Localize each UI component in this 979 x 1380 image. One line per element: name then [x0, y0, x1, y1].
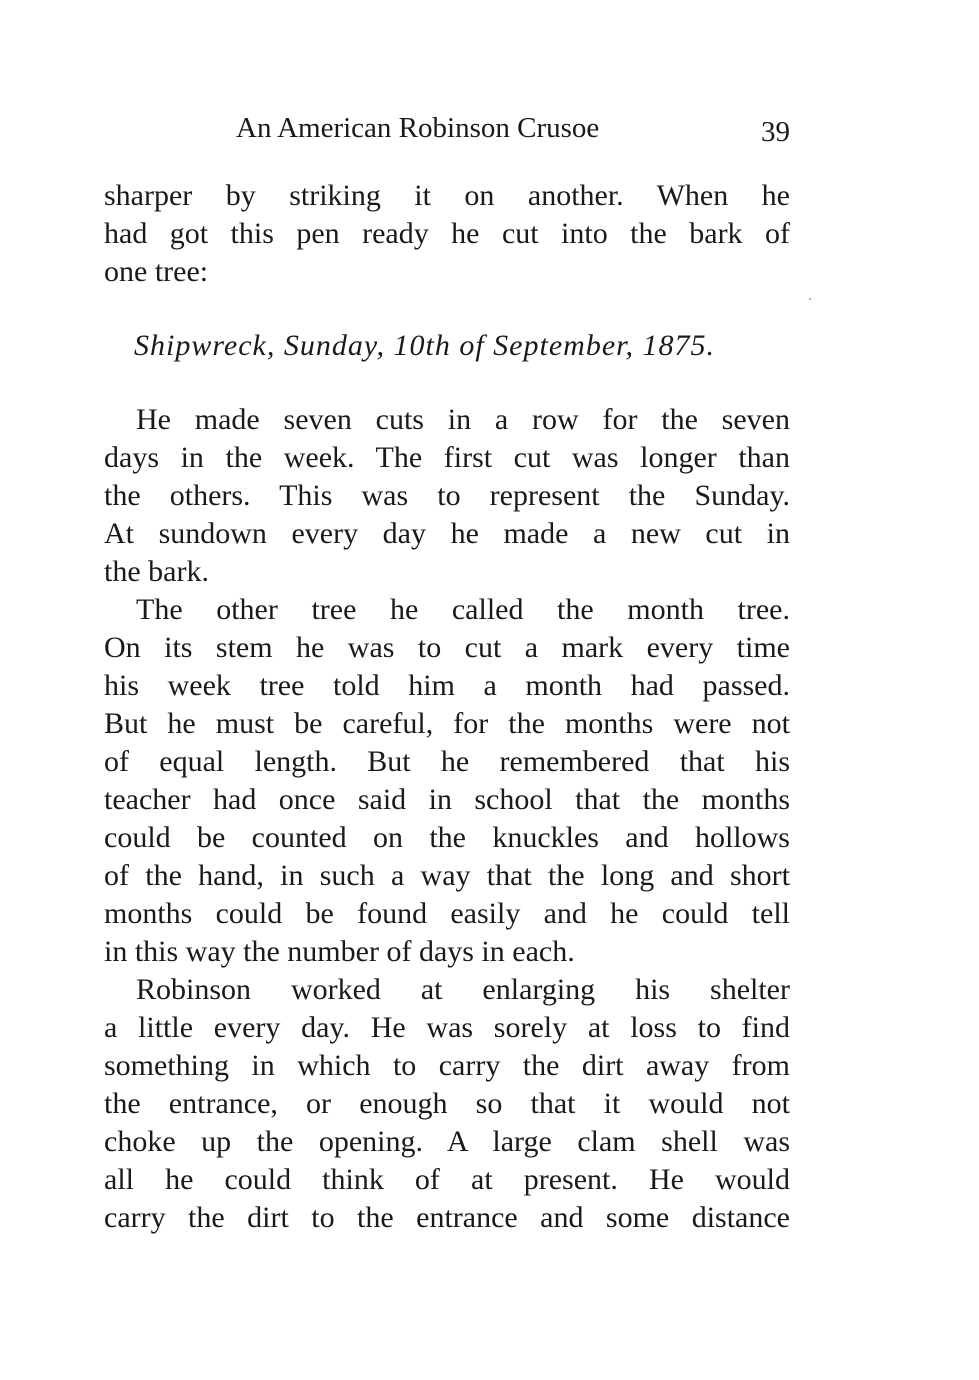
- text-line: days in the week. The first cut was longer than: [104, 441, 790, 474]
- book-page: [104, 0, 790, 1380]
- dateline-inscription: Shipwreck, Sunday, 10th of September, 1875.: [134, 329, 715, 362]
- text-line: had got this pen ready he cut into the bark of: [104, 217, 790, 250]
- text-line: in this way the number of days in each.: [104, 935, 575, 968]
- paragraph: [104, 591, 790, 971]
- text-line: of equal length. But he remembered that his: [104, 745, 790, 778]
- text-line: the others. This was to represent the Sunday.: [104, 479, 790, 512]
- paper-speck: [809, 298, 811, 300]
- text-line: his week tree told him a month had passed.: [104, 669, 790, 702]
- text-line: On its stem he was to cut a mark every time: [104, 631, 790, 664]
- text-line: Robinson worked at enlarging his shelter: [136, 973, 790, 1006]
- text-line: The other tree he called the month tree.: [136, 593, 790, 626]
- text-line: At sundown every day he made a new cut in: [104, 517, 790, 550]
- body-text: [104, 177, 790, 1237]
- text-line: the entrance, or enough so that it would not: [104, 1087, 790, 1120]
- text-line: of the hand, in such a way that the long and short: [104, 859, 790, 892]
- text-line: something in which to carry the dirt away from: [104, 1049, 790, 1082]
- text-line: sharper by striking it on another. When he: [104, 179, 790, 212]
- text-line: choke up the opening. A large clam shell was: [104, 1125, 790, 1158]
- text-line: could be counted on the knuckles and hollows: [104, 821, 790, 854]
- page-number: 39: [761, 116, 790, 148]
- text-line: teacher had once said in school that the months: [104, 783, 790, 816]
- running-head: [104, 108, 790, 148]
- running-title: An American Robinson Crusoe: [236, 112, 600, 144]
- text-line: a little every day. He was sorely at loss to find: [104, 1011, 790, 1044]
- text-line: carry the dirt to the entrance and some distance: [104, 1201, 790, 1234]
- paragraph: [104, 401, 790, 591]
- text-line: He made seven cuts in a row for the seven: [136, 403, 790, 436]
- text-line: one tree:: [104, 255, 209, 288]
- paragraph: [104, 177, 790, 291]
- text-line: months could be found easily and he could tell: [104, 897, 790, 930]
- text-line: all he could think of at present. He would: [104, 1163, 790, 1196]
- text-line: But he must be careful, for the months were not: [104, 707, 790, 740]
- text-line: the bark.: [104, 555, 209, 588]
- paragraph: [104, 971, 790, 1237]
